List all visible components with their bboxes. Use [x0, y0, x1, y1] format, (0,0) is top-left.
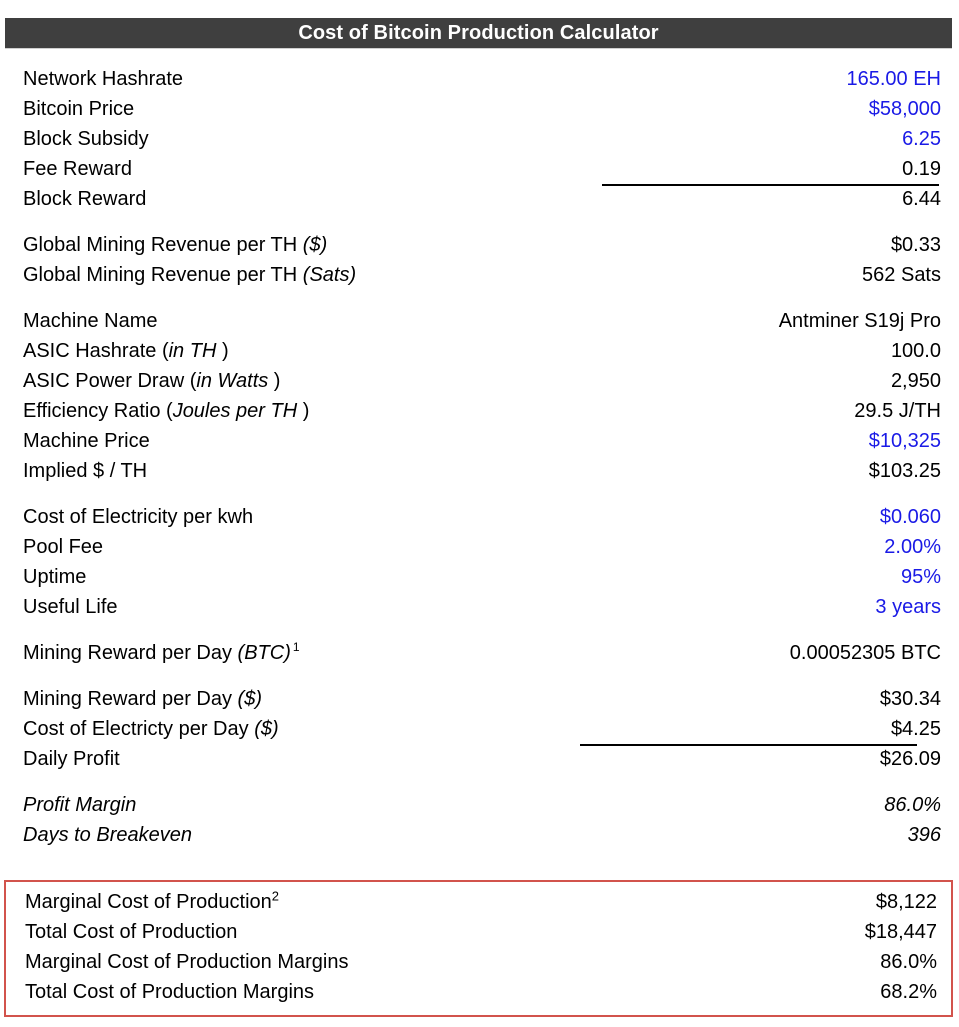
row-label: Days to Breakeven	[23, 824, 192, 846]
table-row	[0, 94, 959, 124]
table-row	[0, 124, 959, 154]
row-label	[23, 366, 280, 396]
table-row	[0, 790, 959, 820]
spacer	[0, 214, 959, 230]
row-label: Machine Price	[23, 430, 150, 452]
row-label	[23, 396, 309, 426]
row-label-main: Efficiency Ratio (	[23, 400, 173, 422]
row-label: Network Hashrate	[23, 68, 184, 90]
row-label: Bitcoin Price	[23, 98, 135, 120]
table-row	[0, 592, 959, 622]
row-label-tail: )	[268, 370, 281, 392]
row-value[interactable]: 2.00%	[884, 536, 941, 558]
row-label-main: ASIC Power Draw (	[23, 370, 197, 392]
row-value: $103.25	[868, 460, 941, 482]
row-label-main: Global Mining Revenue per TH	[23, 234, 298, 256]
row-value: 0.19	[902, 158, 941, 180]
row-label-unit: ($)	[237, 688, 262, 710]
row-label: Useful Life	[23, 596, 118, 618]
table-row	[0, 306, 959, 336]
table-row-mining-reward-btc	[0, 638, 959, 668]
spacer	[0, 774, 959, 790]
row-label-tail: )	[297, 400, 310, 422]
row-label-unit: ($)	[302, 234, 328, 256]
row-label	[25, 887, 279, 917]
table-row	[0, 532, 959, 562]
row-label	[23, 336, 229, 366]
table-row	[0, 396, 959, 426]
row-label: Block Subsidy	[23, 128, 149, 150]
table-row	[0, 154, 959, 184]
row-value[interactable]: $58,000	[868, 98, 941, 120]
spacer	[0, 486, 959, 502]
row-label-unit: Joules per TH	[172, 400, 298, 422]
row-label-main: Marginal Cost of Production	[25, 891, 272, 913]
row-value: 6.44	[902, 184, 941, 214]
table-row	[0, 426, 959, 456]
row-label: Implied $ / TH	[23, 460, 148, 482]
row-label-main: ASIC Hashrate (	[23, 340, 169, 362]
row-value[interactable]: 6.25	[902, 128, 941, 150]
row-value: 68.2%	[880, 981, 937, 1003]
section-global-revenue	[0, 230, 959, 290]
row-value[interactable]: 165.00 EH	[846, 68, 941, 90]
table-row	[0, 336, 959, 366]
row-value: 562 Sats	[862, 264, 941, 286]
table-row	[0, 562, 959, 592]
row-value: 29.5 J/TH	[854, 400, 941, 422]
section-machine	[0, 306, 959, 486]
table-row	[0, 64, 959, 94]
table-row-subtotal	[0, 184, 959, 214]
row-label-main: Mining Reward per Day	[23, 688, 232, 710]
row-label	[23, 714, 279, 744]
table-row-subtotal	[0, 744, 959, 774]
row-value: $30.34	[879, 688, 941, 710]
row-label: Pool Fee	[23, 536, 104, 558]
row-value: 86.0%	[884, 794, 941, 816]
row-label	[23, 638, 300, 668]
summary-inner	[6, 882, 951, 1007]
row-label: Total Cost of Production	[25, 921, 238, 943]
row-label	[23, 230, 327, 260]
row-label-unit: in TH	[168, 340, 217, 362]
row-value: $4.25	[890, 718, 941, 740]
row-label-unit: (Sats)	[302, 264, 357, 286]
table-row	[6, 977, 951, 1007]
row-label-main: Global Mining Revenue per TH	[23, 264, 298, 286]
row-label: Total Cost of Production Margins	[25, 981, 315, 1003]
table-row	[0, 260, 959, 290]
row-label: Profit Margin	[23, 794, 137, 816]
spacer	[0, 290, 959, 306]
row-value: $26.09	[880, 744, 941, 774]
spacer	[0, 668, 959, 684]
table-row	[0, 502, 959, 532]
row-value: $8,122	[875, 891, 937, 913]
page-title: Cost of Bitcoin Production Calculator	[5, 18, 952, 48]
row-value[interactable]: 3 years	[875, 596, 941, 618]
row-label-tail: )	[216, 340, 229, 362]
row-label: Uptime	[23, 566, 87, 588]
footnote-marker: 2	[271, 888, 280, 904]
row-label: Cost of Electricity per kwh	[23, 506, 254, 528]
row-value[interactable]: $10,325	[868, 430, 941, 452]
footnote-marker: 1	[292, 640, 300, 655]
row-value: 100.0	[890, 340, 941, 362]
row-label-unit: in Watts	[196, 370, 269, 392]
table-row	[0, 456, 959, 486]
cost-of-production-summary-box	[4, 880, 953, 1017]
row-label: Fee Reward	[23, 158, 132, 180]
table-row	[6, 947, 951, 977]
table-row	[0, 714, 959, 744]
row-label	[23, 260, 356, 290]
spacer	[0, 622, 959, 638]
row-value: Antminer S19j Pro	[778, 310, 941, 332]
table-row	[0, 820, 959, 850]
row-label-main: Mining Reward per Day	[23, 642, 232, 664]
row-value: $18,447	[864, 921, 937, 943]
table-row	[6, 887, 951, 917]
row-label	[23, 684, 262, 714]
row-value[interactable]: $0.060	[879, 506, 941, 528]
row-label-unit: ($)	[254, 718, 279, 740]
row-value: 86.0%	[880, 951, 937, 973]
section-operating	[0, 502, 959, 622]
row-value: $0.33	[890, 234, 941, 256]
row-label-unit: (BTC)	[237, 642, 291, 664]
table-row	[0, 230, 959, 260]
clipped-top-row	[23, 0, 941, 4]
row-value: 0.00052305 BTC	[789, 642, 941, 664]
section-margins	[0, 790, 959, 850]
row-label-main: Cost of Electricty per Day	[23, 718, 249, 740]
spacer	[0, 48, 959, 64]
row-value: 396	[907, 824, 941, 846]
row-label: Daily Profit	[23, 748, 120, 770]
calculator-sheet	[0, 48, 959, 850]
table-row	[0, 366, 959, 396]
row-label: Block Reward	[23, 188, 147, 210]
section-network	[0, 64, 959, 214]
section-daily	[0, 684, 959, 774]
table-row	[6, 917, 951, 947]
row-value[interactable]: 95%	[900, 566, 941, 588]
row-label: Machine Name	[23, 310, 158, 332]
table-row	[0, 684, 959, 714]
row-label: Marginal Cost of Production Margins	[25, 951, 349, 973]
row-value: 2,950	[890, 370, 941, 392]
